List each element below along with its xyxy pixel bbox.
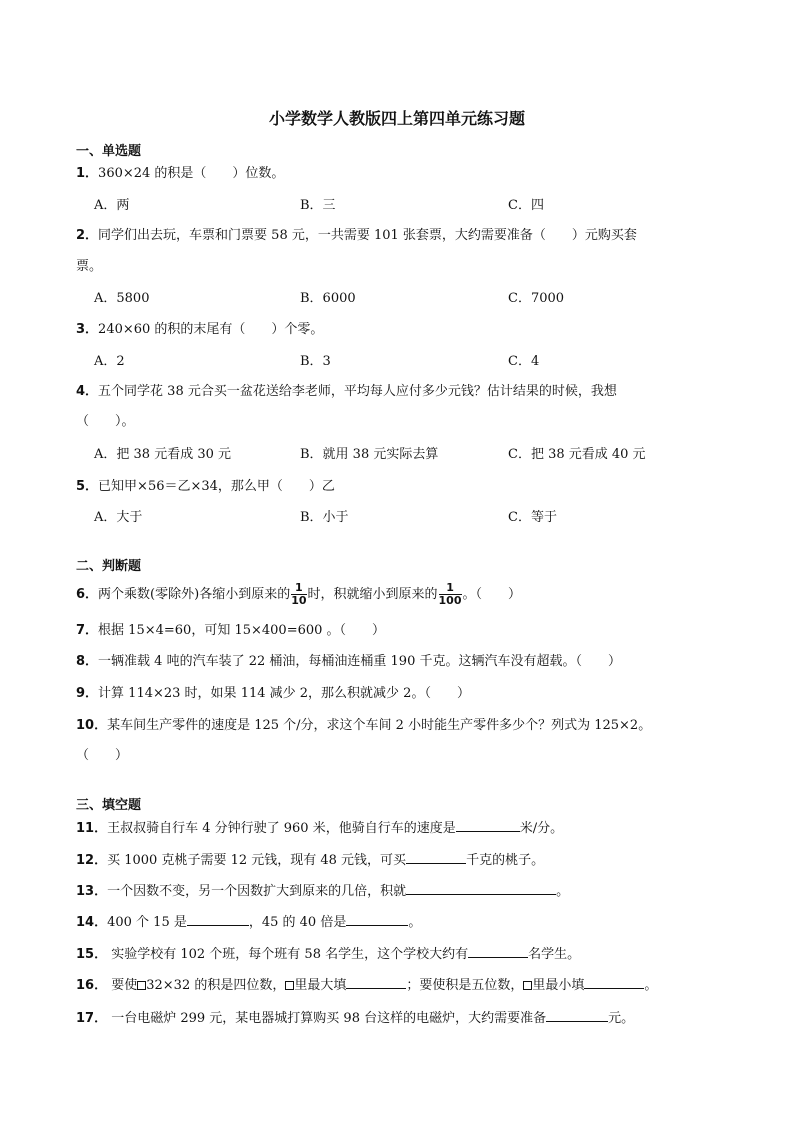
question-number: 9． xyxy=(76,686,99,701)
question-number: 4． xyxy=(76,384,99,399)
question-11 xyxy=(76,819,716,839)
question-number: 13． xyxy=(76,884,108,899)
question-number: 3． xyxy=(76,322,99,337)
question-text: 买 1000 克桃子需要 12 元钱，现有 48 元钱，可买 xyxy=(107,853,407,868)
question-text: 里最大填 xyxy=(294,978,347,993)
question-text: 千克的桃子。 xyxy=(466,853,545,868)
option-c[interactable]: C．7000 xyxy=(508,291,565,306)
question-12 xyxy=(76,851,716,871)
question-1 xyxy=(76,164,716,184)
fraction-numerator: 1 xyxy=(439,582,462,595)
question-10 xyxy=(76,716,716,736)
question-text-continued: （ ）。 xyxy=(76,414,135,429)
question-number: 15． xyxy=(76,947,108,962)
question-text: 时，积就缩小到原来的 xyxy=(307,587,438,602)
question-text: 一台电磁炉 299 元，某电器城打算购买 98 台这样的电磁炉，大约需要准备 xyxy=(107,1011,547,1026)
question-text-continued: 票。 xyxy=(76,259,103,274)
page-title: 小学数学人教版四上第四单元练习题 xyxy=(268,109,525,128)
question-text: 王叔叔骑自行车 4 分钟行驶了 960 米，他骑自行车的速度是 xyxy=(107,821,456,836)
question-text: 一辆准载 4 吨的汽车装了 22 桶油，每桶油连桶重 190 千克。这辆汽车没有超载。（ ） xyxy=(98,654,621,669)
question-text: 。 xyxy=(644,978,658,993)
option-a[interactable]: A．大于 xyxy=(94,510,143,525)
question-text: 计算 114×23 时，如果 114 减少 2，那么积就减少 2。（ ） xyxy=(98,686,470,701)
question-17 xyxy=(76,1009,716,1029)
question-text: 要使 xyxy=(107,978,138,993)
fraction-denominator: 10 xyxy=(291,594,307,607)
question-number: 17． xyxy=(76,1011,108,1026)
fraction-numerator: 1 xyxy=(291,582,306,595)
question-text: 里最小填 xyxy=(532,978,585,993)
answer-blank[interactable] xyxy=(468,945,528,958)
question-text: 两个乘数(零除外)各缩小到原来的 xyxy=(98,587,291,602)
question-text: 元。 xyxy=(608,1011,635,1026)
question-9 xyxy=(76,684,716,704)
option-a[interactable]: A．2 xyxy=(94,354,125,369)
question-7 xyxy=(76,621,716,641)
option-b[interactable]: B．6000 xyxy=(300,291,356,306)
question-text: 400 个 15 是 xyxy=(107,915,187,930)
option-c[interactable]: C．等于 xyxy=(508,510,557,525)
option-a[interactable]: A．5800 xyxy=(94,291,150,306)
question-text: 实验学校有 102 个班，每个班有 58 名学生，这个学校大约有 xyxy=(107,947,469,962)
question-text: 某车间生产零件的速度是 125 个/分，求这个车间 2 小时能生产零件多少个？列式为 125×2。 xyxy=(107,718,652,733)
answer-blank[interactable] xyxy=(406,882,556,895)
question-number: 8． xyxy=(76,654,99,669)
question-3 xyxy=(76,320,716,340)
section-heading-single-choice: 一、单选题 xyxy=(76,144,142,159)
answer-blank[interactable] xyxy=(346,976,406,989)
option-a[interactable]: A．把 38 元看成 30 元 xyxy=(94,447,232,462)
fraction-one-tenth xyxy=(291,582,306,607)
question-number: 14． xyxy=(76,915,108,930)
question-13 xyxy=(76,882,716,902)
option-b[interactable]: B．3 xyxy=(300,354,331,369)
fraction-one-hundredth xyxy=(439,582,462,607)
question-8 xyxy=(76,652,716,672)
question-number: 11． xyxy=(76,821,108,836)
question-text: 五个同学花 38 元合买一盆花送给李老师，平均每人应付多少元钱？估计结果的时候，我想 xyxy=(98,384,617,399)
question-text: 已知甲×56＝乙×34，那么甲（ ）乙 xyxy=(98,479,335,494)
answer-blank[interactable] xyxy=(406,851,466,864)
question-number: 12． xyxy=(76,853,108,868)
question-text: 。 xyxy=(556,884,570,899)
section-heading-true-false: 二、判断题 xyxy=(76,559,142,574)
option-b[interactable]: B．就用 38 元实际去算 xyxy=(300,447,439,462)
placeholder-box-icon xyxy=(285,981,294,990)
answer-blank[interactable] xyxy=(456,819,520,832)
question-text: 。 xyxy=(408,915,422,930)
answer-blank[interactable] xyxy=(187,913,249,926)
question-text: 根据 15×4=60，可知 15×400=600 。（ ） xyxy=(98,623,386,638)
question-number: 1． xyxy=(76,166,99,181)
answer-blank[interactable] xyxy=(584,976,644,989)
question-text: 240×60 的积的末尾有（ ）个零。 xyxy=(98,322,324,337)
option-a[interactable]: A．两 xyxy=(94,198,130,213)
option-c[interactable]: C．四 xyxy=(508,198,544,213)
question-number: 7． xyxy=(76,623,99,638)
question-number: 5． xyxy=(76,479,99,494)
question-text: ，45 的 40 倍是 xyxy=(248,915,347,930)
question-6 xyxy=(76,580,716,610)
question-text: 米/分。 xyxy=(519,821,564,836)
placeholder-box-icon xyxy=(137,981,146,990)
question-2 xyxy=(76,226,716,246)
answer-blank[interactable] xyxy=(546,1009,608,1022)
question-number: 6． xyxy=(76,587,99,602)
option-b[interactable]: B．小于 xyxy=(300,510,349,525)
question-text: 360×24 的积是（ ）位数。 xyxy=(98,166,285,181)
question-text: 。（ ） xyxy=(462,587,522,602)
question-number: 10． xyxy=(76,718,108,733)
fraction-denominator: 100 xyxy=(438,594,462,607)
option-b[interactable]: B．三 xyxy=(300,198,336,213)
question-16 xyxy=(76,976,716,996)
question-text: 名学生。 xyxy=(528,947,581,962)
question-text: ；要使积是五位数， xyxy=(406,978,524,993)
question-text-continued: （ ） xyxy=(76,748,129,763)
answer-blank[interactable] xyxy=(346,913,408,926)
question-number: 2． xyxy=(76,228,99,243)
question-15 xyxy=(76,945,716,965)
question-number: 16． xyxy=(76,978,108,993)
question-text: 一个因数不变，另一个因数扩大到原来的几倍，积就 xyxy=(107,884,407,899)
question-5 xyxy=(76,477,716,497)
question-text: 32×32 的积是四位数， xyxy=(146,978,286,993)
section-heading-fill-in: 三、填空题 xyxy=(76,798,142,813)
question-14 xyxy=(76,913,716,933)
question-4 xyxy=(76,382,716,402)
question-text: 同学们出去玩，车票和门票要 58 元，一共需要 101 张套票，大约需要准备（ ）元购买套 xyxy=(98,228,637,243)
option-c[interactable]: C．把 38 元看成 40 元 xyxy=(508,447,646,462)
option-c[interactable]: C．4 xyxy=(508,354,540,369)
